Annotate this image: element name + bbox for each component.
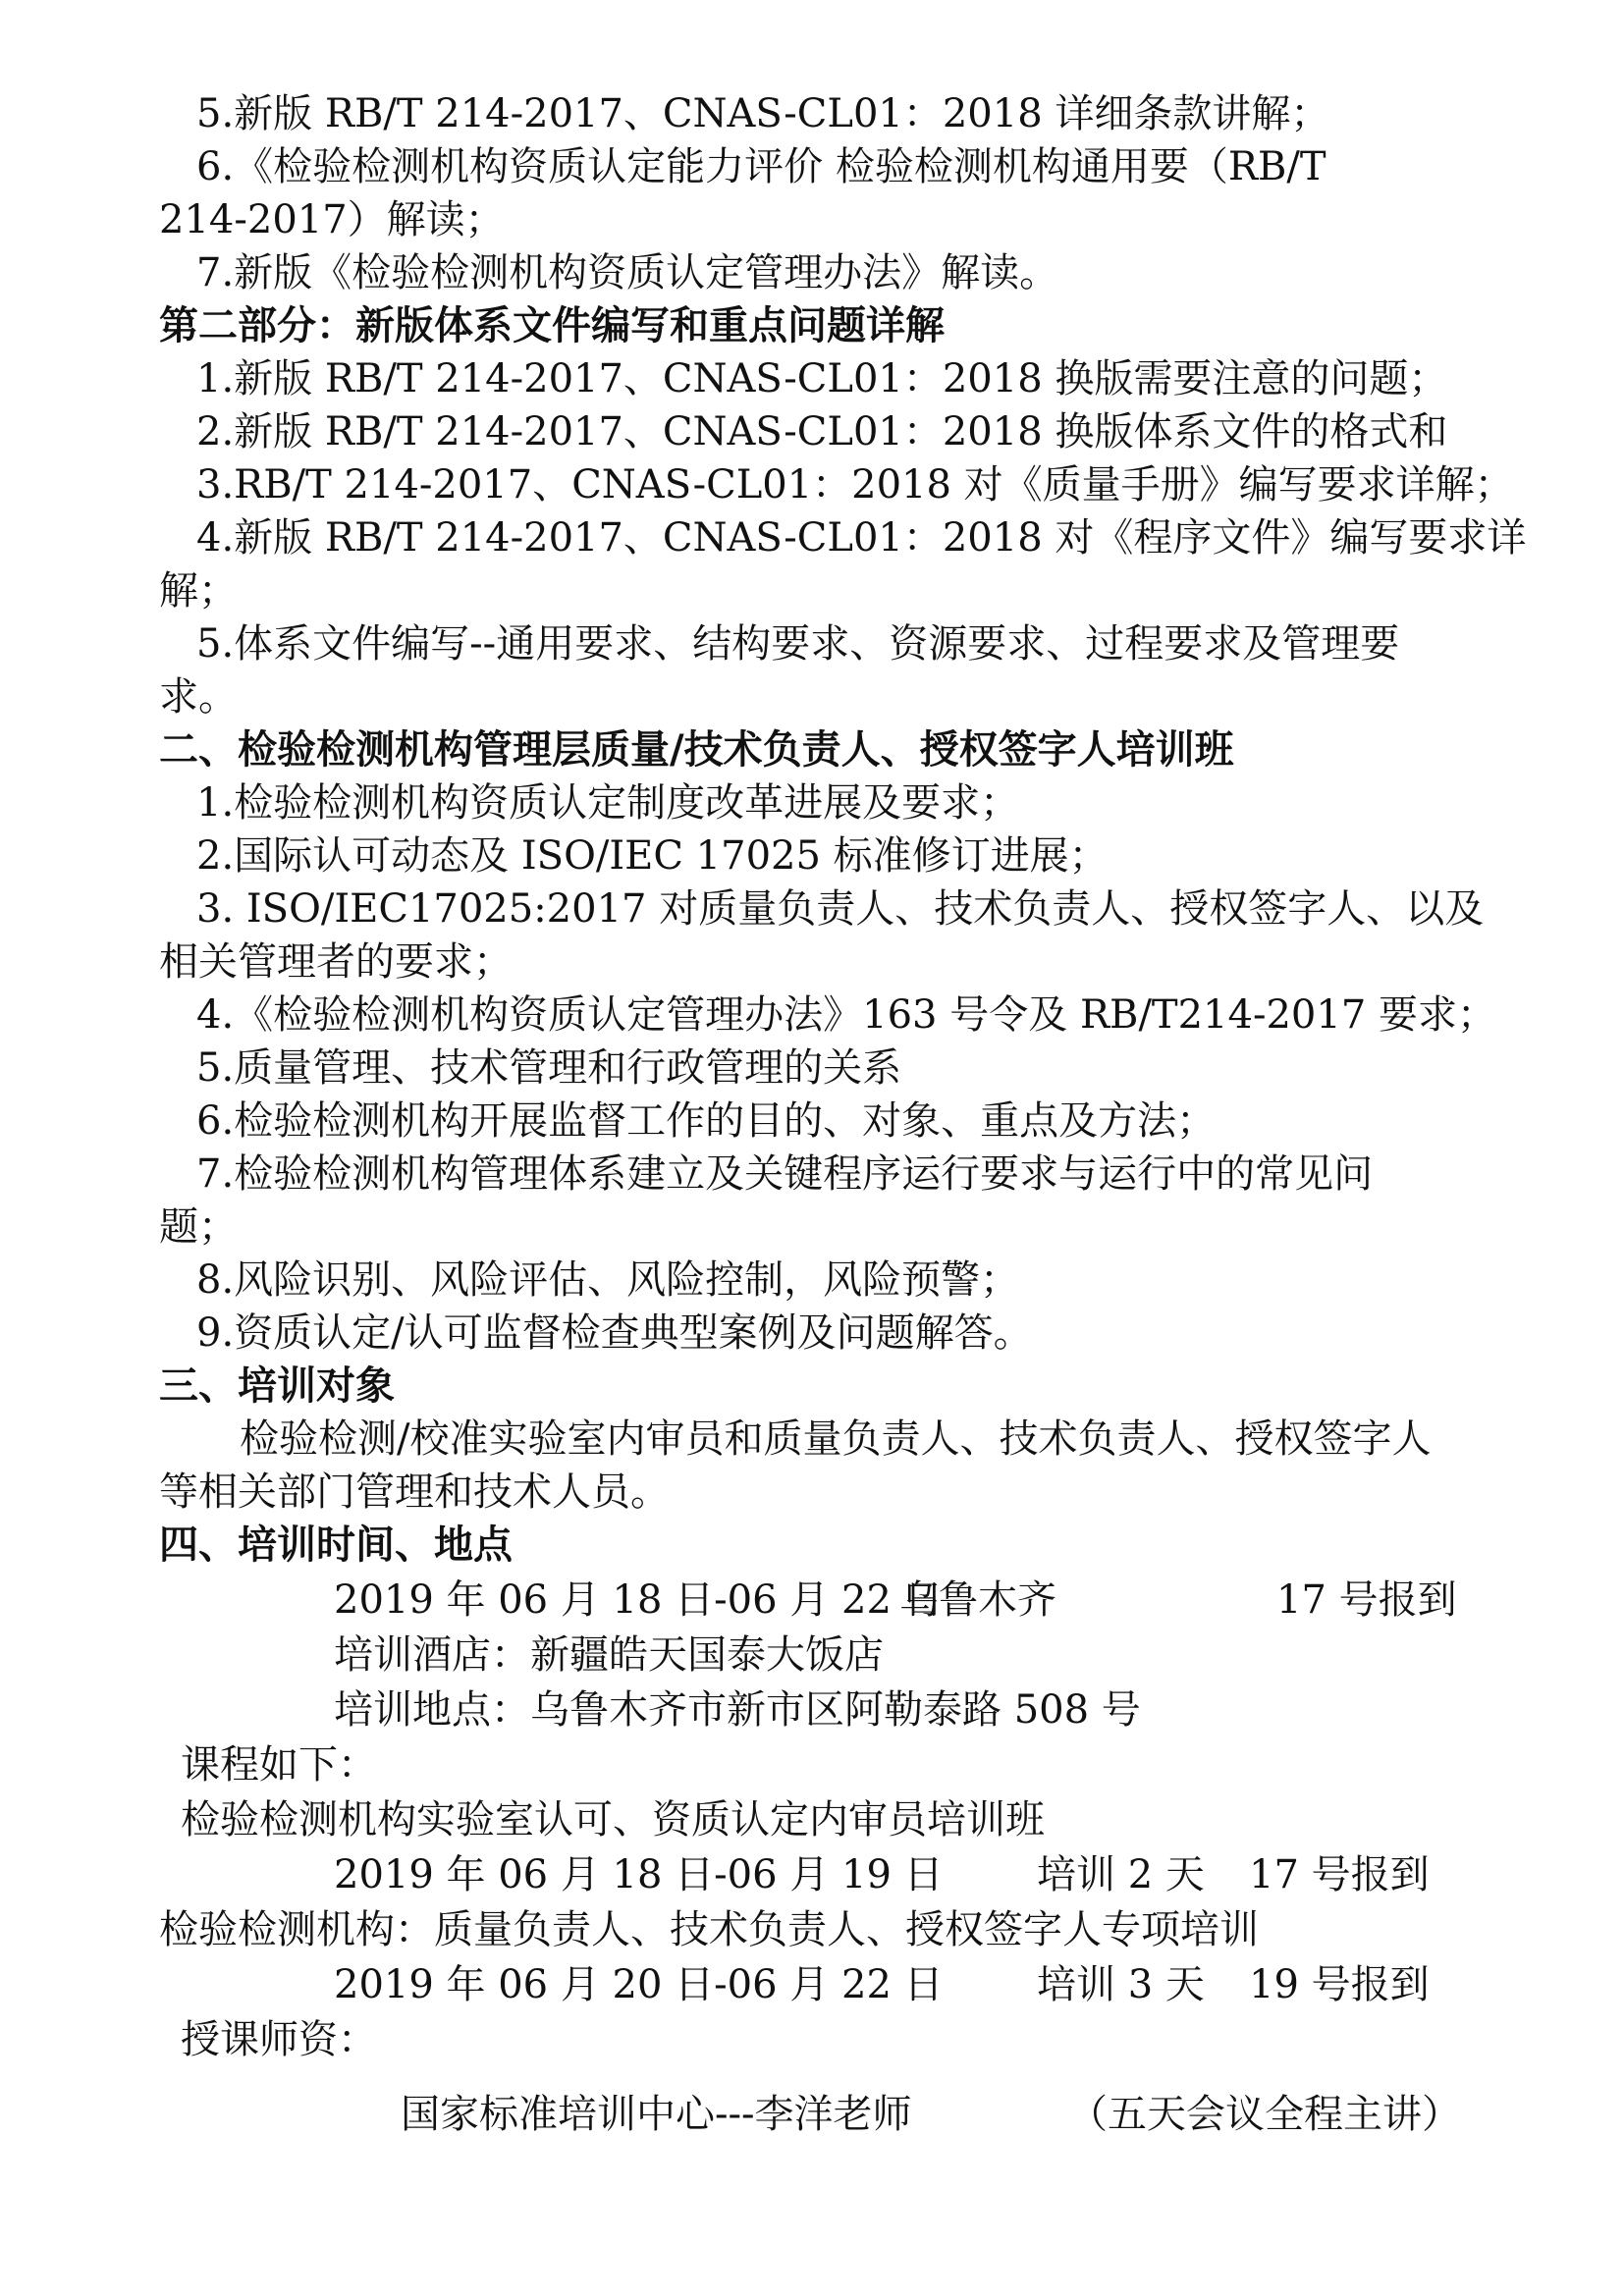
training-hotel: 培训酒店：新疆皓天国泰大饭店 xyxy=(334,1632,884,1678)
section2-item-4: 4.《检验检测机构资质认定管理办法》163 号令及 RB/T214-2017 要求； xyxy=(196,992,1496,1038)
part2-item-1: 1.新版 RB/T 214-2017、CNAS-CL01：2018 换版需要注意的问题； xyxy=(196,356,1448,401)
part1-item-6-line2: 214-2017）解读； xyxy=(159,197,505,242)
course-2-dates: 2019 年 06 月 20 日-06 月 22 日 xyxy=(334,1962,944,2007)
course-1-dates: 2019 年 06 月 18 日-06 月 19 日 xyxy=(334,1852,944,1897)
part2-heading: 第二部分：新版体系文件编写和重点问题详解 xyxy=(159,303,945,348)
part2-item-4-line1: 4.新版 RB/T 214-2017、CNAS-CL01：2018 对《程序文件》编写要求详 xyxy=(196,515,1527,561)
section2-item-7-line2: 题； xyxy=(159,1204,238,1250)
section2-item-8: 8.风险识别、风险评估、风险控制，风险预警； xyxy=(196,1257,1020,1303)
training-venue: 培训地点：乌鲁木齐市新市区阿勒泰路 508 号 xyxy=(334,1687,1141,1733)
course-1-checkin: 17 号报到 xyxy=(1249,1852,1430,1897)
section2-item-6: 6.检验检测机构开展监督工作的目的、对象、重点及方法； xyxy=(196,1098,1217,1144)
teacher-note: （五天会议全程主讲） xyxy=(1068,2092,1461,2137)
teacher-name: 国家标准培训中心---李洋老师 xyxy=(401,2092,912,2137)
section3-body-line1: 检验检测/校准实验室内审员和质量负责人、技术负责人、授权签字人 xyxy=(240,1416,1432,1462)
part2-item-2: 2.新版 RB/T 214-2017、CNAS-CL01：2018 换版体系文件的格式和 xyxy=(196,409,1448,454)
section2-item-3-line2: 相关管理者的要求； xyxy=(159,939,513,985)
section2-item-5: 5.质量管理、技术管理和行政管理的关系 xyxy=(196,1045,902,1091)
part1-item-5: 5.新版 RB/T 214-2017、CNAS-CL01：2018 详细条款讲解； xyxy=(196,91,1330,136)
part2-item-3: 3.RB/T 214-2017、CNAS-CL01：2018 对《质量手册》编写要求详解； xyxy=(196,462,1514,507)
course-1-title: 检验检测机构实验室认可、资质认定内审员培训班 xyxy=(181,1797,1045,1842)
course-2-checkin: 19 号报到 xyxy=(1249,1962,1430,2007)
part1-item-7: 7.新版《检验检测机构资质认定管理办法》解读。 xyxy=(196,250,1059,295)
training-date-range: 2019 年 06 月 18 日-06 月 22 日 xyxy=(334,1577,944,1623)
section2-heading: 二、检验检测机构管理层质量/技术负责人、授权签字人培训班 xyxy=(159,727,1234,773)
course-2-title: 检验检测机构：质量负责人、技术负责人、授权签字人专项培训 xyxy=(159,1907,1259,1952)
section3-body-line2: 等相关部门管理和技术人员。 xyxy=(159,1469,670,1515)
part2-item-4-line2: 解； xyxy=(159,568,238,614)
section2-item-7-line1: 7.检验检测机构管理体系建立及关键程序运行要求与运行中的常见问 xyxy=(196,1151,1374,1197)
section2-item-3-line1: 3. ISO/IEC17025:2017 对质量负责人、技术负责人、授权签字人、以及 xyxy=(196,886,1485,932)
section2-item-2: 2.国际认可动态及 ISO/IEC 17025 标准修订进展； xyxy=(196,833,1109,879)
part2-item-5-line1: 5.体系文件编写--通用要求、结构要求、资源要求、过程要求及管理要 xyxy=(196,621,1400,667)
section2-item-9: 9.资质认定/认可监督检查典型案例及问题解答。 xyxy=(196,1310,1033,1356)
section4-heading: 四、培训时间、地点 xyxy=(159,1522,513,1568)
part1-item-6-line1: 6.《检验检测机构资质认定能力评价 检验检测机构通用要（RB/T xyxy=(196,144,1326,189)
course-1-duration: 培训 2 天 xyxy=(1037,1852,1205,1897)
training-checkin: 17 号报到 xyxy=(1276,1577,1457,1623)
training-city: 乌鲁木齐 xyxy=(899,1577,1056,1623)
section2-item-1: 1.检验检测机构资质认定制度改革进展及要求； xyxy=(196,780,1020,826)
section3-heading: 三、培训对象 xyxy=(159,1363,395,1409)
part2-item-5-line2: 求。 xyxy=(159,674,238,720)
courses-label: 课程如下： xyxy=(181,1742,377,1788)
teacher-label: 授课师资： xyxy=(181,2017,377,2062)
course-2-duration: 培训 3 天 xyxy=(1037,1962,1205,2007)
